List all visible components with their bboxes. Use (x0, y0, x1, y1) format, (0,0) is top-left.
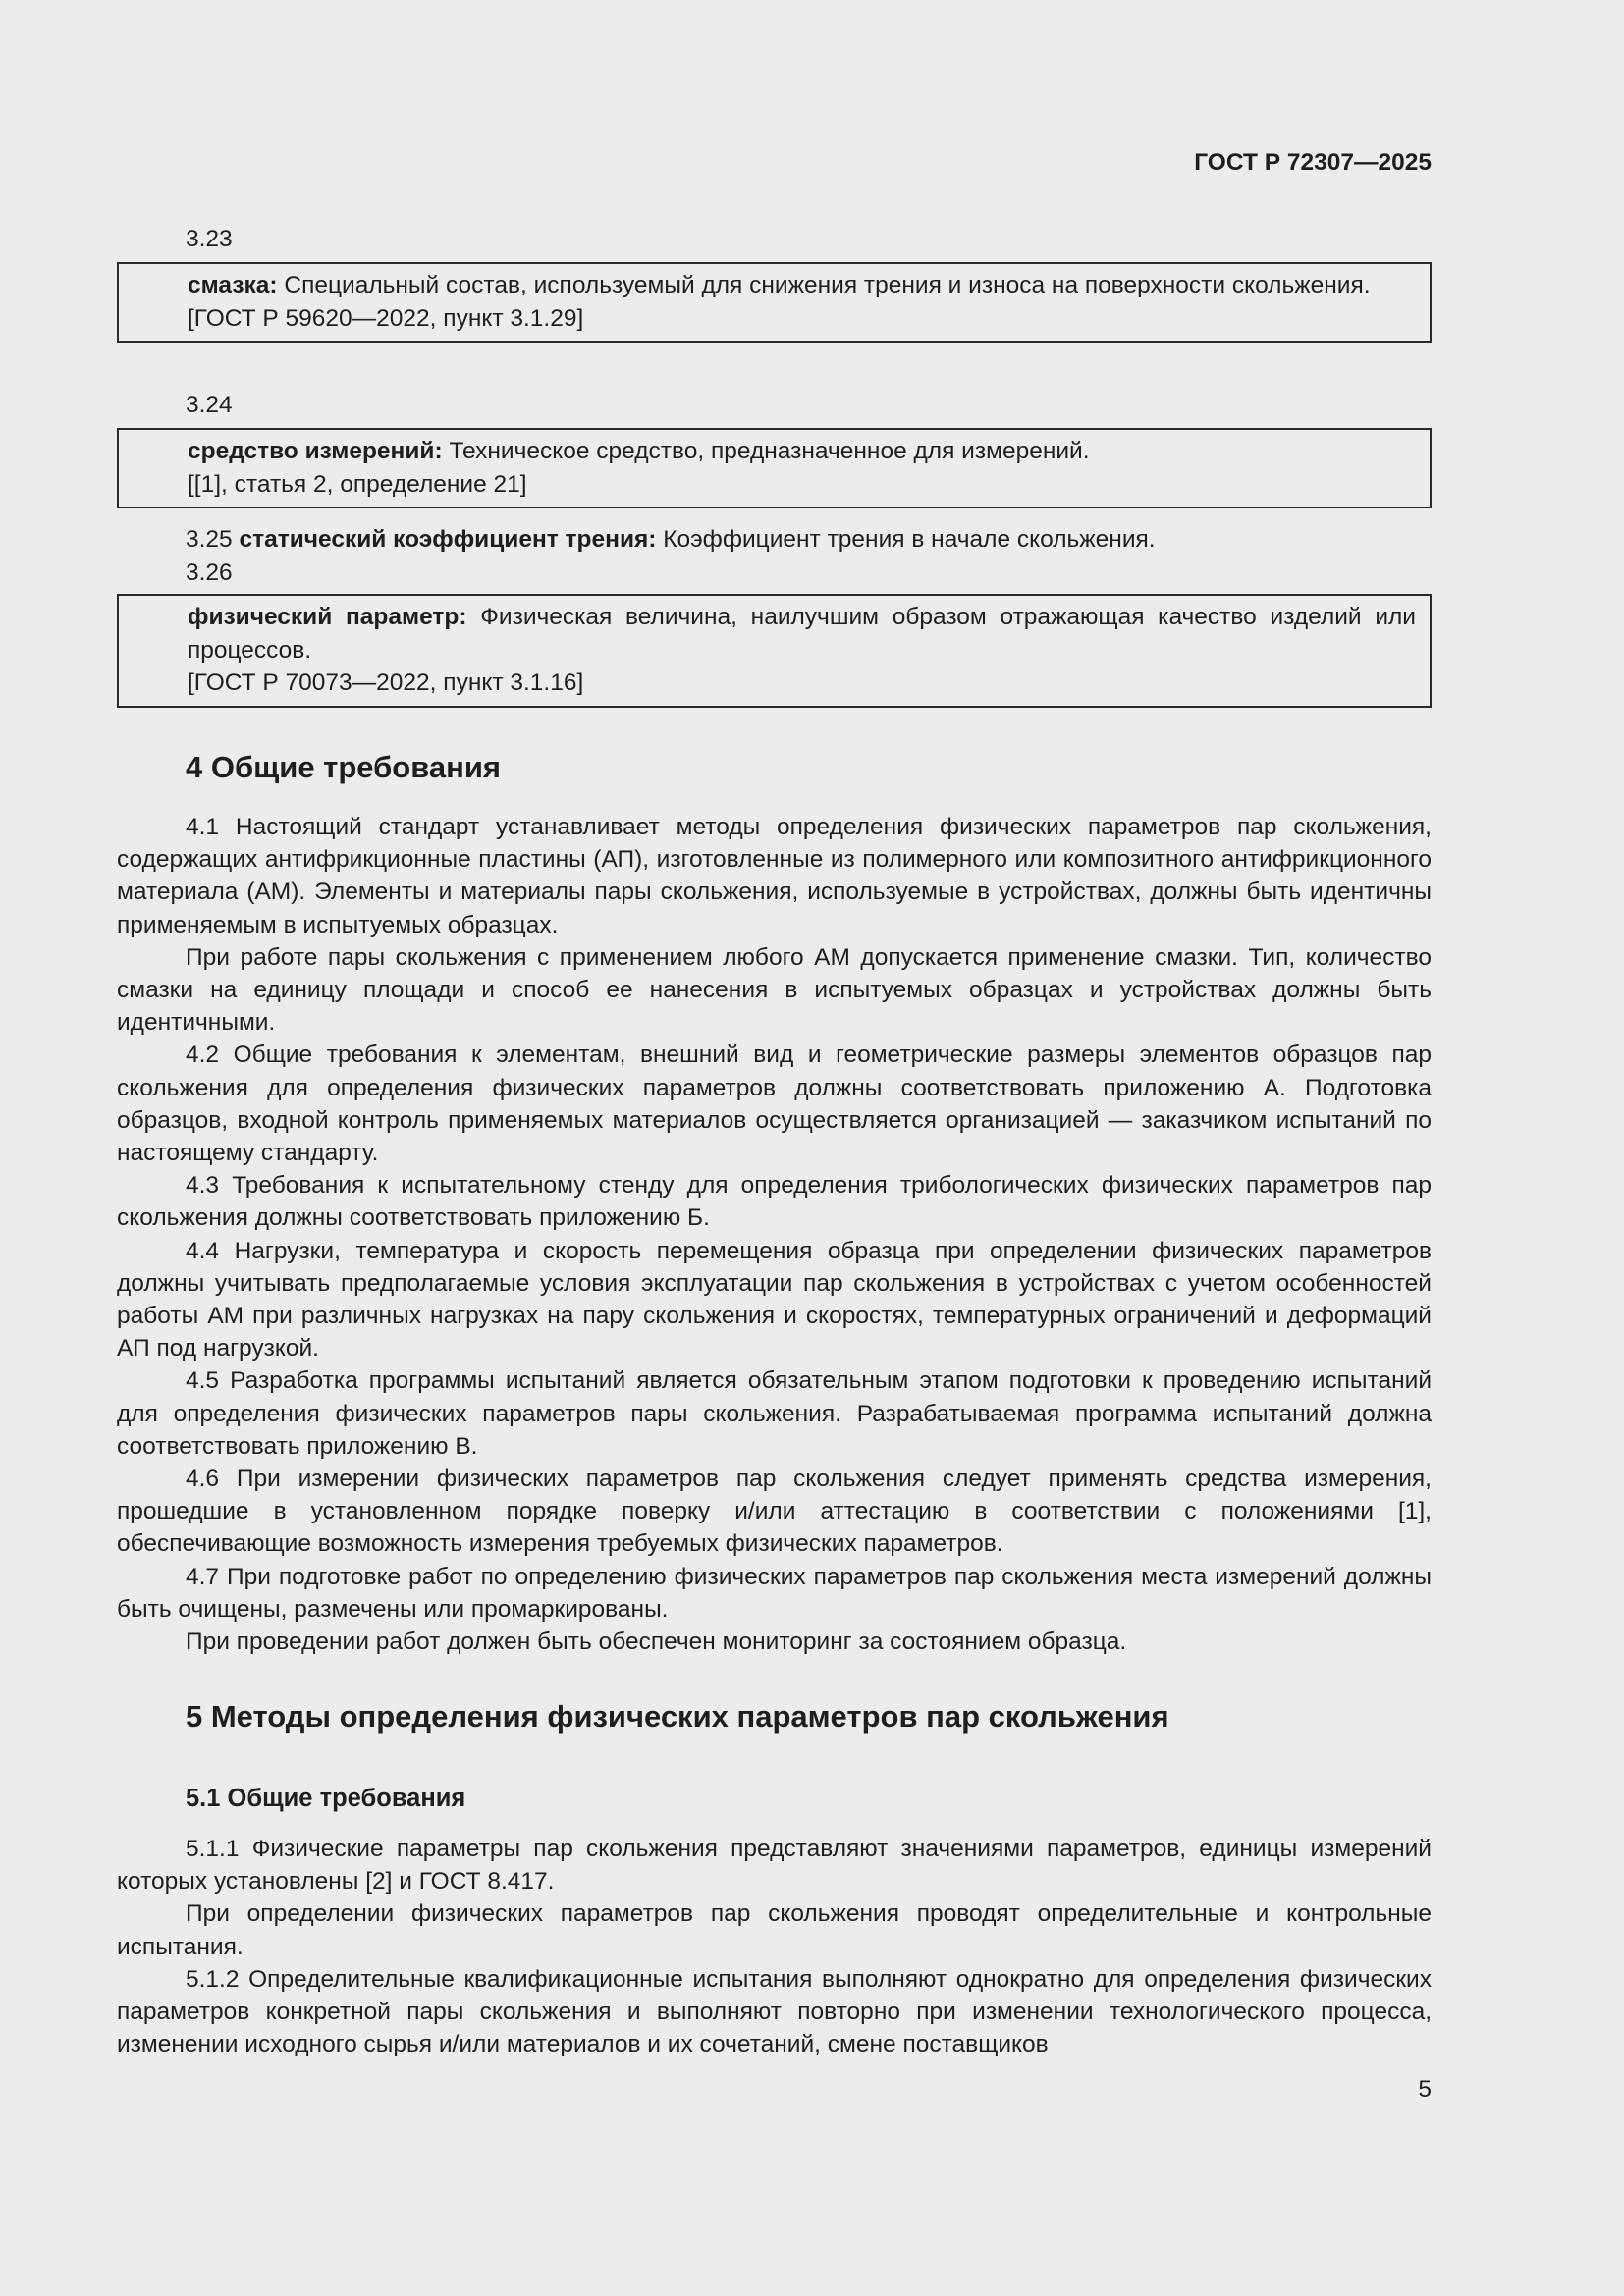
paragraph: 4.5 Разработка программы испытаний является обязательным этапом подготовки к проведению испытаний для определения физических параметров пары скольжения. Разрабатываемая программа испытаний должна соответствовать приложению В. (117, 1367, 1432, 1460)
paragraph: 4.4 Нагрузки, температура и скорость перемещения образца при определении физических параметров должны учитывать предполагаемые условия эксплуатации пар скольжения в устройствах с учетом особенностей работы АМ при различных нагрузках на пару скольжения и скоростях, температурных ограничений и деформаций АП под нагрузкой. (117, 1237, 1432, 1362)
paragraph: При определении физических параметров пар скольжения проводят определительные и контрольные испытания. (117, 1900, 1432, 1960)
term-definition (133, 269, 1416, 302)
paragraph: 5.1.2 Определительные квалификационные испытания выполняют однократно для определения физических параметров конкретной пары скольжения и выполняют повторно при изменении технологического процесса, изменении исходного сырья и/или материалов и их сочетаний, смене поставщиков (117, 1965, 1432, 2058)
term-reference: [ГОСТ Р 70073—2022, пункт 3.1.16] (188, 669, 584, 696)
term-name: статический коэффициент трения: (239, 526, 657, 553)
term-text: Техническое средство, предназначенное для измерений. (449, 438, 1090, 464)
page-number: 5 (1418, 2076, 1432, 2103)
document-id: ГОСТ Р 72307—2025 (1194, 149, 1432, 176)
paragraph: При работе пары скольжения с применением любого АМ допускается применение смазки. Тип, количество смазки на единицу площади и способ ее нанесения в испытуемых образцах и устройствах должны быть идентичными. (117, 943, 1432, 1037)
term-number: 3.25 (186, 526, 233, 553)
section-4-body (117, 811, 1432, 1658)
paragraph: 5.1.1 Физические параметры пар скольжения представляют значениями параметров, единицы измерений которых установлены [2] и ГОСТ 8.417. (117, 1836, 1432, 1896)
section-5-body (117, 1833, 1432, 2060)
section-4-title: 4 Общие требования (186, 750, 501, 784)
term-name: средство измерений: (188, 438, 443, 464)
term-reference: [ГОСТ Р 59620—2022, пункт 3.1.29] (188, 304, 584, 332)
term-box-measuring-instrument (117, 428, 1432, 508)
term-static-friction (186, 526, 1156, 554)
paragraph: 4.1 Настоящий стандарт устанавливает методы определения физических параметров пар скольжения, содержащих антифрикционные пластины (АП), изготовленные из полимерного или композитного антифрикционного материала (АМ). Элементы и материалы пары скольжения, используемые в устройствах, должны быть идентичны применяемым в испытуемых образцах. (117, 814, 1432, 938)
term-definition (133, 435, 1416, 468)
term-text: Специальный состав, используемый для снижения трения и износа на поверхности скольжения. (284, 272, 1371, 298)
term-name: смазка: (188, 272, 278, 298)
term-number: 3.23 (186, 226, 233, 252)
term-number: 3.26 (186, 560, 233, 586)
term-box-physical-parameter (117, 594, 1432, 708)
paragraph: 4.6 При измерении физических параметров пар скольжения следует применять средства измерения, прошедшие в установленном порядке поверку и/или аттестацию в соответствии с положениями [1], обеспечивающие возможность измерения требуемых физических параметров. (117, 1466, 1432, 1558)
term-text: Физическая величина, наилучшим образом отражающая качество изделий или процессов. (188, 604, 1416, 664)
term-reference: [[1], статья 2, определение 21] (188, 470, 527, 498)
section-5-title: 5 Методы определения физических параметров пар скольжения (186, 1699, 1169, 1734)
term-text: Коэффициент трения в начале скольжения. (663, 526, 1156, 553)
term-name: физический параметр: (188, 604, 467, 630)
paragraph: 4.7 При подготовке работ по определению физических параметров пар скольжения места измерений должны быть очищены, размечены или промаркированы. (117, 1563, 1432, 1623)
section-5-1-title: 5.1 Общие требования (186, 1785, 466, 1812)
term-definition (133, 601, 1416, 667)
paragraph: При проведении работ должен быть обеспечен мониторинг за состоянием образца. (186, 1629, 1127, 1656)
paragraph: 4.2 Общие требования к элементам, внешний вид и геометрические размеры элементов образцов пар скольжения для определения физических параметров должны соответствовать приложению А. Подготовка образцов, входной контроль применяемых материалов осуществляется организацией — заказчиком испытаний по настоящему стандарту. (117, 1041, 1432, 1167)
paragraph: 4.3 Требования к испытательному стенду для определения трибологических физических параметров пар скольжения должны соответствовать приложению Б. (117, 1172, 1432, 1232)
term-box-lubricant (117, 262, 1432, 343)
term-number: 3.24 (186, 392, 233, 418)
